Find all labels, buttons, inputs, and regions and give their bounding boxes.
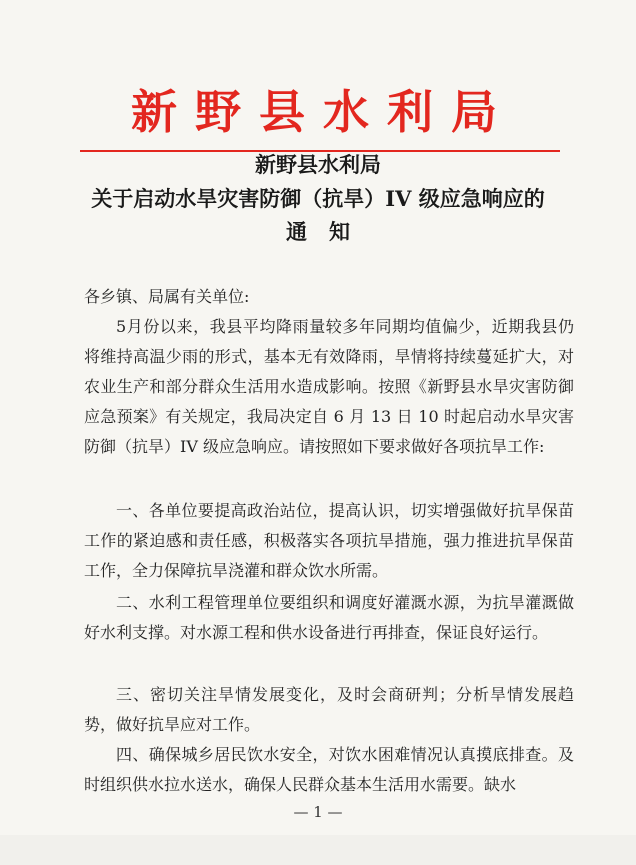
- paragraph-intro: 5月份以来，我县平均降雨量较多年同期均值偏少，近期我县仍将维持高温少雨的形式，基本无有效降雨，旱情将持续蔓延扩大，对农业生产和部分群众生活用水造成影响。按照《新野县水旱灾害防御应急预案》有关规定，我局决定自 6 月 13 日 10 时起启动水旱灾害防御（抗旱）IV 级应急响应。请按照如下要求做好各项抗旱工作:: [84, 317, 574, 456]
- title-line-3: 通知: [286, 219, 372, 244]
- salutation: 各乡镇、局属有关单位:: [84, 287, 250, 306]
- title-line-1: 新野县水利局: [255, 152, 381, 177]
- paragraph-item-1: 一、各单位要提高政治站位，提高认识，切实增强做好抗旱保苗工作的紧迫感和责任感，积极落实各项抗旱措施，强力推进抗旱保苗工作，全力保障抗旱浇灌和群众饮水所需。: [84, 501, 574, 580]
- page-bottom-margin: [0, 835, 636, 865]
- paragraph-item-3: 三、密切关注旱情发展变化，及时会商研判；分析旱情发展趋势，做好抗旱应对工作。: [84, 685, 574, 734]
- page-number: — 1 —: [293, 803, 343, 821]
- title-line-2: 关于启动水旱灾害防御（抗旱）IV 级应急响应的: [91, 186, 545, 211]
- paragraph-item-2: 二、水利工程管理单位要组织和调度好灌溉水源，为抗旱灌溉做好水利支撑。对水源工程和供水设备进行再排查，保证良好运行。: [84, 593, 574, 642]
- org-masthead: 新野县水利局: [131, 85, 515, 139]
- paragraph-item-4: 四、确保城乡居民饮水安全，对饮水困难情况认真摸底排查。及时组织供水拉水送水，确保人民群众基本生活用水需要。缺水: [84, 745, 574, 794]
